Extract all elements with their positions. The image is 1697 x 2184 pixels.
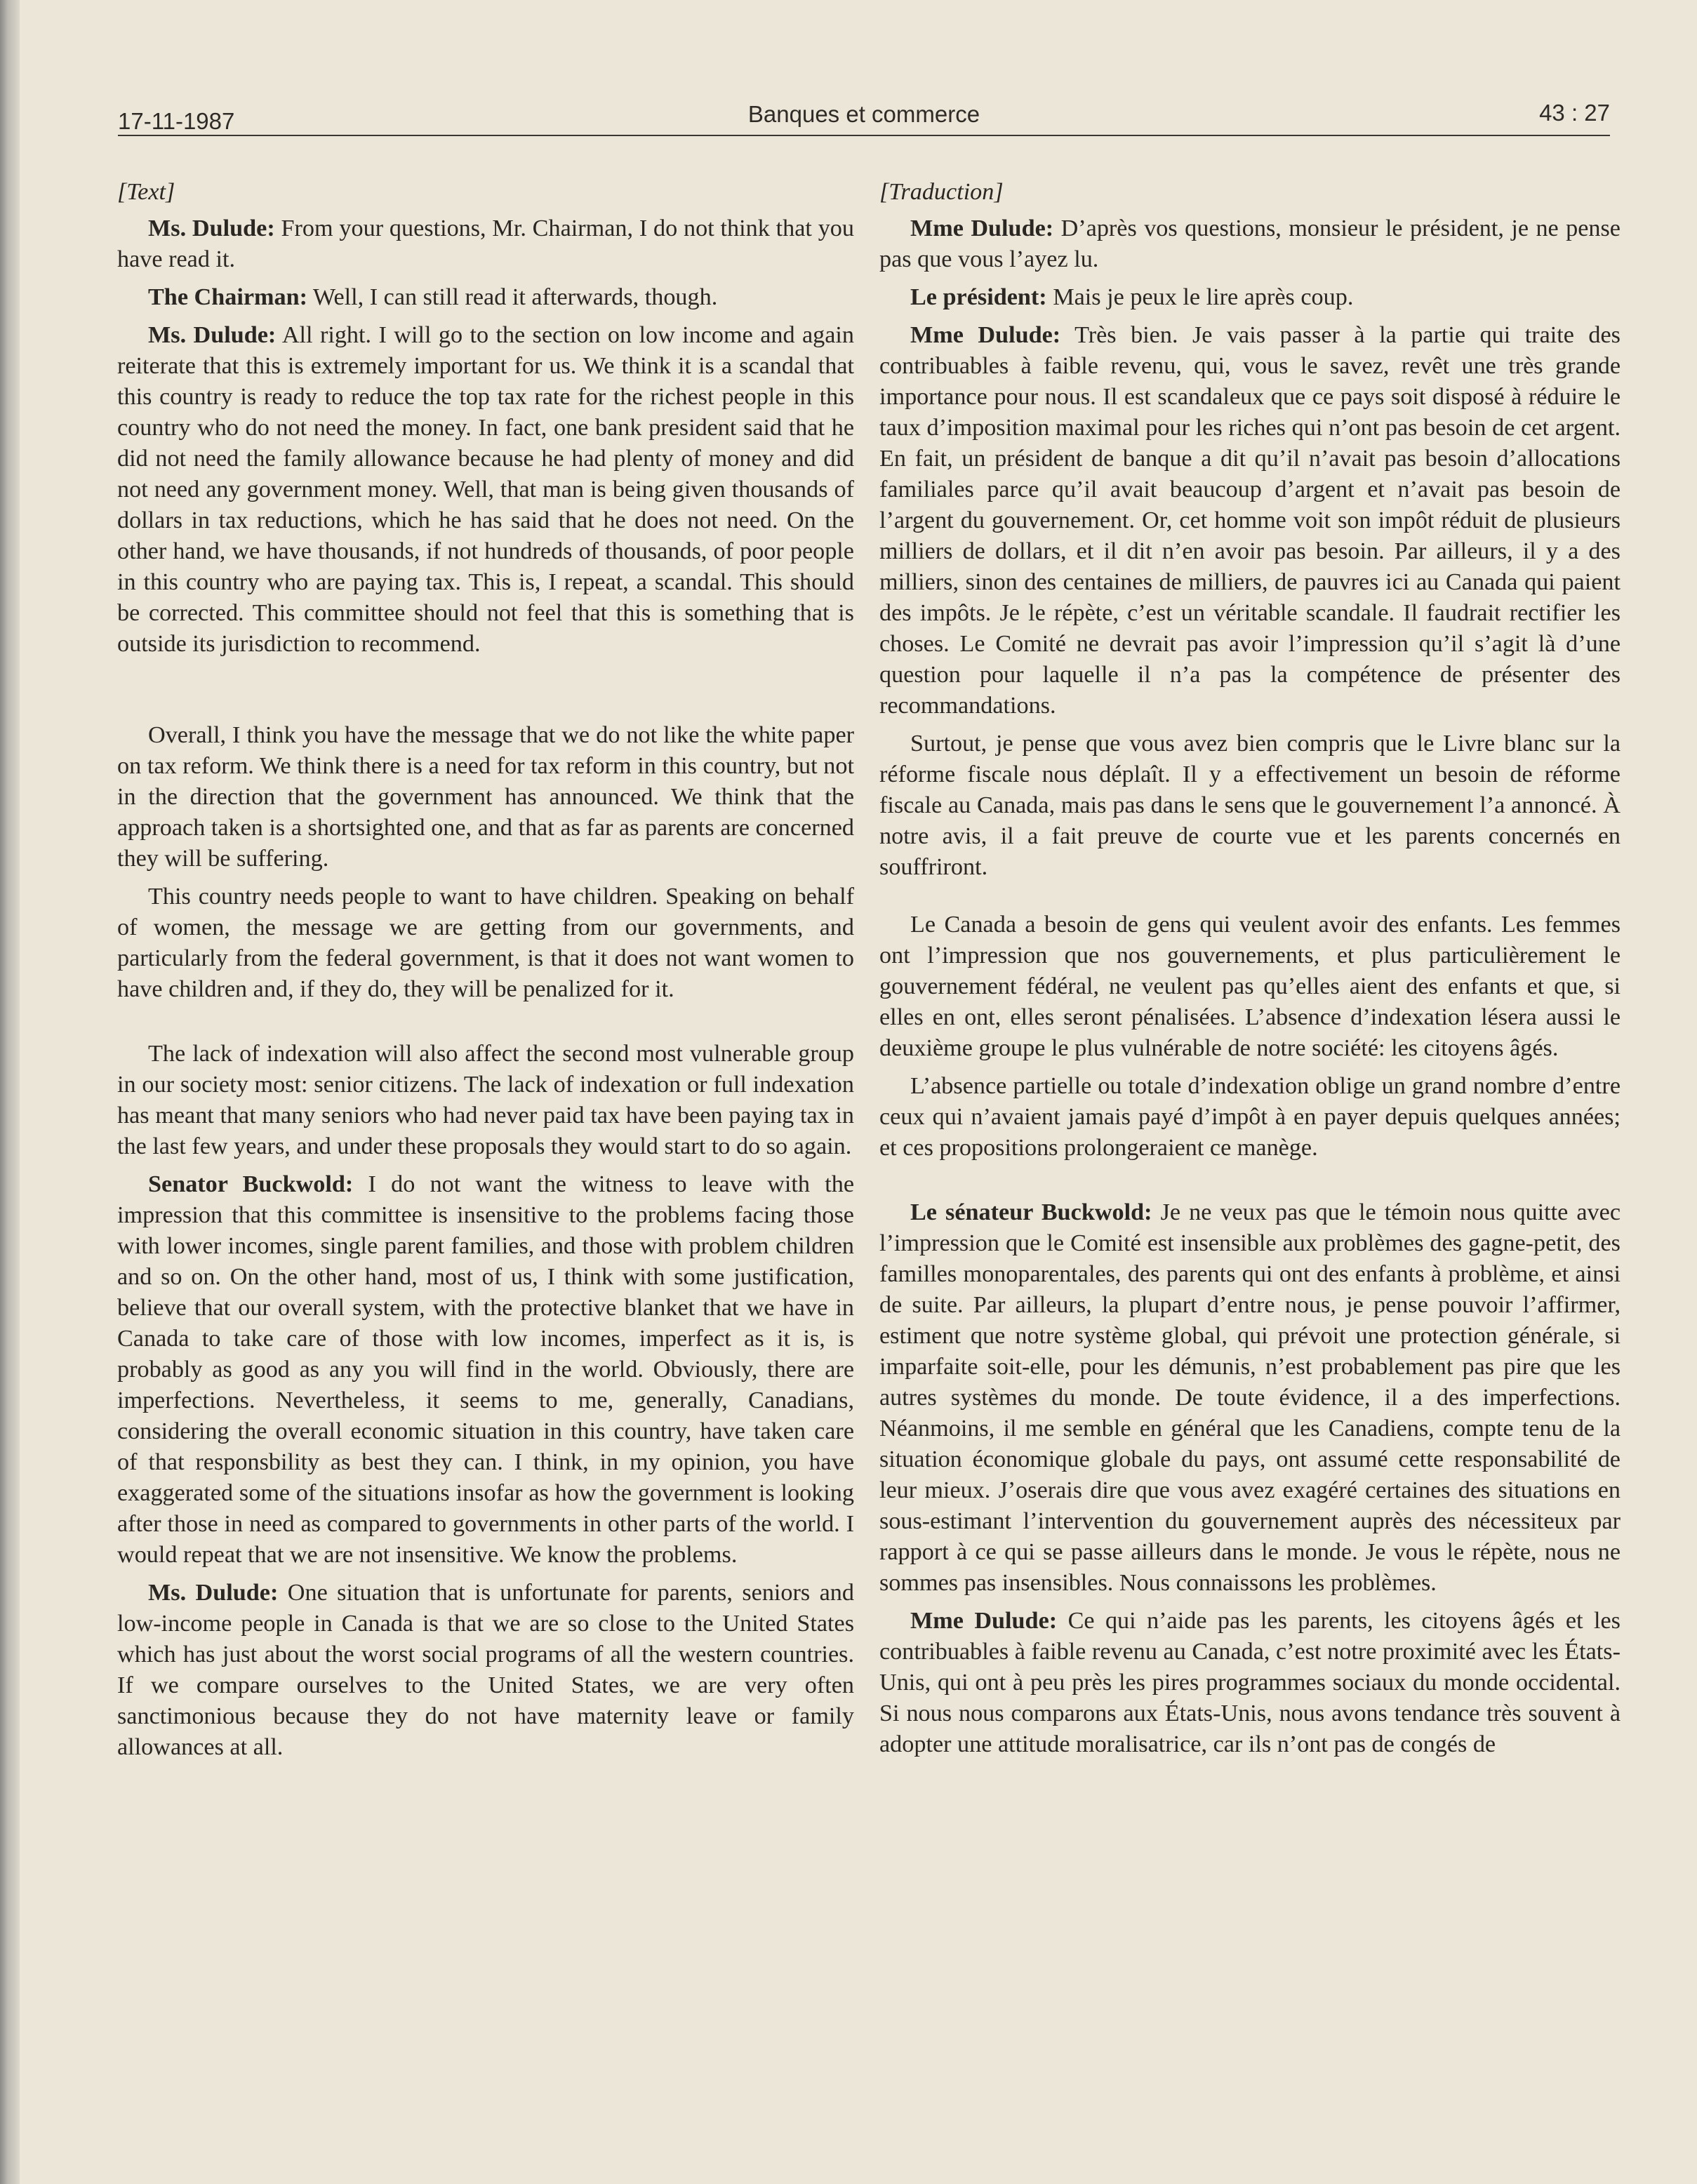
paragraph — [117, 1578, 854, 1763]
header-title: Banques et commerce — [747, 101, 980, 127]
paragraph-text: D’après vos questions, monsieur le président, je ne pense pas que vous l’ayez lu. — [879, 215, 1621, 272]
speaker-name: Mme Dulude: — [910, 1608, 1058, 1634]
paragraph-text: All right. I will go to the section on low income and again reiterate that this is extremely important for us. We think it is a scandal that this country is ready to reduce the top tax rate for the richest people in this country who do not need the money. In fact, one bank president said that he did not need the family allowance because he had plenty of money and did not need any government money. Well, that man is being given thousands of dollars in tax reductions, which he has said that he does not need. On the other hand, we have thousands, if not hundreds of thousands, of poor people in this country who are paying tax. This is, I repeat, a scandal. This should be corrected. This committee should not feel that this is something that is outside its jurisdiction to recommend. — [117, 322, 855, 657]
header-date: 17-11-1987 — [118, 108, 235, 134]
paragraph: This country needs people to want to have children. Speaking on behalf of women, the message we are getting from our governments, and particularly from the federal government, is that it does not want women to have children and, if they do, they will be penalized for it. — [117, 884, 854, 1002]
section-label: [Text] — [117, 179, 175, 205]
english-column — [117, 177, 854, 1770]
paragraph: L’absence partielle ou totale d’indexation oblige un grand nombre d’entre ceux qui n’avaient jamais payé d’impôt à en payer depuis quelques années; et ces propositions prolongeraient ce manège. — [879, 1073, 1621, 1161]
paragraph-text: Well, I can still read it afterwards, though. — [307, 284, 718, 310]
section-label: [Traduction] — [879, 179, 1004, 205]
paragraph — [879, 213, 1621, 275]
paragraph — [879, 282, 1621, 313]
speaker-name: Mme Dulude: — [910, 215, 1054, 241]
paragraph — [879, 1197, 1621, 1599]
page-number: 43 : 27 — [1539, 100, 1610, 126]
speaker-name: Ms. Dulude: — [148, 215, 275, 241]
speaker-name: Ms. Dulude: — [148, 1580, 279, 1606]
speaker-name: Le sénateur Buckwold: — [910, 1199, 1152, 1225]
paragraph — [879, 320, 1621, 721]
french-column — [879, 177, 1621, 1767]
paragraph — [117, 1169, 854, 1571]
paragraph-text: Ce qui n’aide pas les parents, les citoyens âgés et les contribuables à faible revenu au Canada, c’est notre proximité avec les États-Unis, qui ont à peu près les pires programmes sociaux du monde occidental. Si nous nous comparons aux États-Unis, nous avons tendance très souvent à adopter une attitude moralisatrice, car ils n’ont pas de congés de — [879, 1608, 1621, 1757]
paragraph — [117, 320, 854, 660]
paragraph — [879, 1606, 1621, 1760]
paragraph — [117, 282, 854, 313]
speaker-name: Ms. Dulude: — [148, 322, 277, 348]
paragraph — [117, 213, 854, 275]
speaker-name: Le président: — [910, 284, 1047, 310]
paragraph: Le Canada a besoin de gens qui veulent avoir des enfants. Les femmes ont l’impression que nos gouvernements, et plus particulièrement le gouvernement fédéral, ne veulent pas qu’elles aient des enfants et que, si elles en ont, elles seront pénalisées. L’absence d’indexation lésera aussi le deuxième groupe le plus vulnérable de notre société: les citoyens âgés. — [879, 912, 1621, 1061]
paragraph: The lack of indexation will also affect the second most vulnerable group in our society most: senior citizens. The lack of indexation or full indexation has meant that many seniors who had never paid tax have been paying tax in the last few years, and under these proposals they would start to do so again. — [117, 1041, 854, 1159]
paragraph-text: I do not want the witness to leave with the impression that this committee is insensitive to the problems facing those with lower incomes, single parent families, and those with problem children and so on. On the other hand, most of us, I think with some justification, believe that our overall system, with the protective blanket that we have in Canada to take care of those with low incomes, imperfect as it is, is probably as good as any you will find in the world. Obviously, there are imperfections. Nevertheless, it seems to me, generally, Canadians, considering the overall economic situation in this country, have taken care of that responsbility as best they can. I think, in my opinion, you have exaggerated some of the situations insofar as how the government is looking after those in need as compared to governments in other parts of the world. I would repeat that we are not insensitive. We know the problems. — [117, 1171, 855, 1568]
page-header — [118, 98, 1610, 136]
paragraph-text: Très bien. Je vais passer à la partie qui traite des contribuables à faible revenu, qui, vous le savez, revêt une très grande importance pour nous. Il est scandaleux que ce pays soit disposé à réduire le taux d’imposition maximal pour les riches qui n’ont pas besoin de cet argent. En fait, un président de banque a dit qu’il n’avait pas besoin d’allocations familiales parce qu’il avait beaucoup d’argent et n’avait pas besoin de l’argent du gouvernement. Or, cet homme voit son impôt réduit de plusieurs milliers de dollars, et il dit n’en avoir pas besoin. Par ailleurs, il y a des milliers, sinon des centaines de milliers, de pauvres ici au Canada qui paient des impôts. Je le répète, c’est un véritable scandale. Il faudrait rectifier les choses. Le Comité ne devrait pas avoir l’impression qu’il s’agit là d’une question pour laquelle il n’a pas la compétence de présenter des recommandations. — [879, 322, 1621, 719]
speaker-name: Mme Dulude: — [910, 322, 1061, 348]
paragraph-text: Mais je peux le lire après coup. — [1046, 284, 1354, 310]
paragraph: Overall, I think you have the message that we do not like the white paper on tax reform. We think there is a need for tax reform in this country, but not in the direction that the government has announced. We think that the approach taken is a shortsighted one, and that as far as parents are concerned they will be suffering. — [117, 722, 854, 872]
binding-edge — [0, 0, 20, 2184]
speaker-name: Senator Buckwold: — [148, 1171, 354, 1197]
speaker-name: The Chairman: — [148, 284, 307, 310]
paragraph-text: From your questions, Mr. Chairman, I do not think that you have read it. — [117, 215, 854, 272]
paragraph-text: One situation that is unfortunate for parents, seniors and low-income people in Canada is that we are so close to the United States which has just about the worst social programs of all the western countries. If we compare ourselves to the United States, we are very often sanctimonious because they do not have maternity leave or family allowances at all. — [117, 1580, 854, 1760]
paragraph: Surtout, je pense que vous avez bien compris que le Livre blanc sur la réforme fiscale nous déplaît. Il y a effectivement un besoin de réforme fiscale au Canada, mais pas dans le sens que le gouvernement l’a annoncé. À notre avis, il a fait preuve de courte vue et les parents concernés en souffriront. — [879, 731, 1621, 880]
paragraph-text: Je ne veux pas que le témoin nous quitte avec l’impression que le Comité est insensible aux problèmes des gagne-petit, des familles monoparentales, des parents qui ont des enfants à problème, et ainsi de suite. Par ailleurs, la plupart d’entre nous, je pense pouvoir l’affirmer, estiment que notre système global, qui prévoit une protection générale, si imparfaite soit-elle, pour les démunis, n’est probablement pas pire que les autres systèmes du monde. De toute évidence, il a des imperfections. Néanmoins, il me semble en général que les Canadiens, compte tenu de la situation économique globale du pays, ont assumé cette responsabilité de leur mieux. J’oserais dire que vous avez exagéré certaines des situations en sous-estimant l’intervention du gouvernement auprès des nécessiteux par rapport à ce qui se passe ailleurs dans le monde. Je vous le répète, nous ne sommes pas insensibles. Nous connaissons les problèmes. — [879, 1199, 1621, 1596]
